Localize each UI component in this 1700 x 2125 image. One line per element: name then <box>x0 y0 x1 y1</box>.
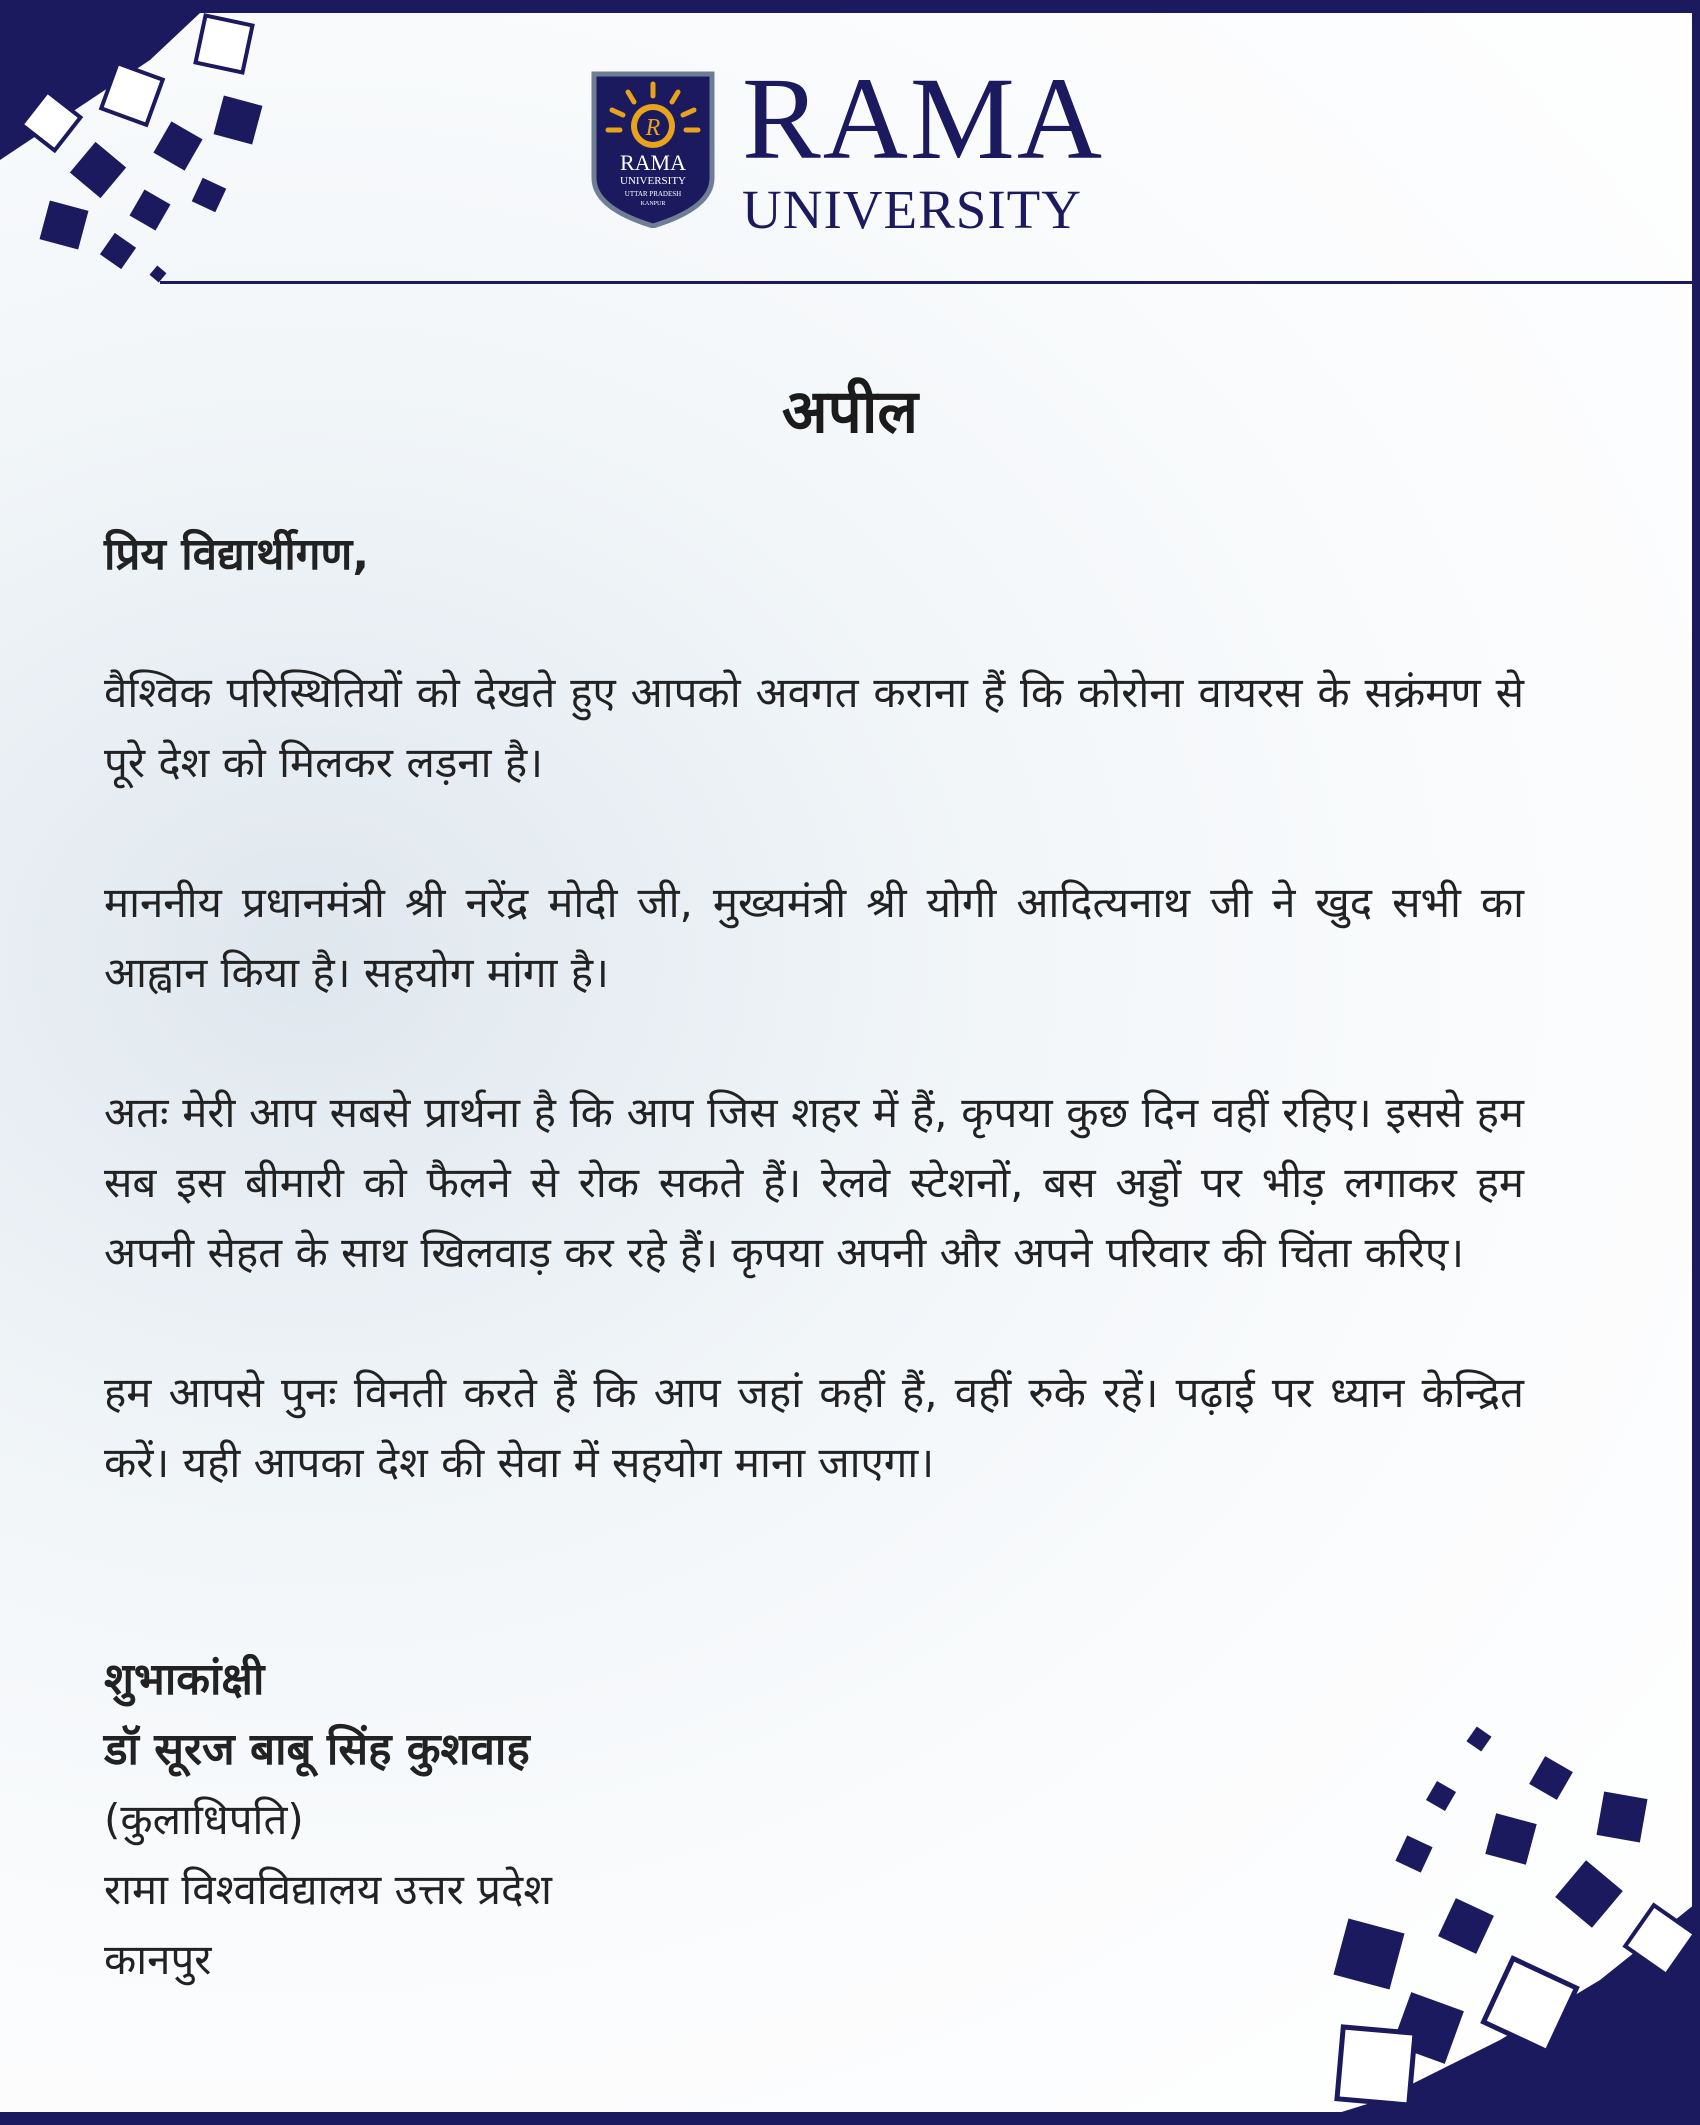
brand-name: RAMA <box>742 53 1105 184</box>
paragraph-2: माननीय प्रधानमंत्री श्री नरेंद्र मोदी जी, मुख्यमंत्री श्री योगी आदित्यनाथ जी ने खुद सभी का आह्वान किया है। सहयोग मांगा है। <box>104 878 1524 997</box>
logo-text-main: RAMA <box>619 150 687 175</box>
bottom-border <box>0 2112 1700 2125</box>
logo-monogram: R <box>645 115 661 141</box>
logo-text-state: UTTAR PRADESH <box>624 190 682 198</box>
corner-decoration-bottom-right <box>1300 1700 1700 2125</box>
letter-body <box>104 520 1524 1568</box>
header-divider <box>160 281 1700 284</box>
brand-wordmark <box>742 53 1105 240</box>
signatory-name: डॉ सूरज बाबू सिंह कुशवाह <box>104 1724 530 1775</box>
top-border <box>0 0 1700 13</box>
paragraph-1: वैश्विक परिस्थितियों को देखते हुए आपको अवगत कराना हैं कि कोरोना वायरस के सक्रंमण से पूरे देश को मिलकर लड़ना है। <box>104 668 1524 787</box>
logo-text-sub: UNIVERSITY <box>620 175 686 187</box>
signatory-designation: (कुलाधिपति) <box>104 1795 304 1844</box>
right-border <box>1692 0 1700 2125</box>
signatory-institution: रामा विश्वविद्यालय उत्तर प्रदेश <box>104 1865 552 1914</box>
paragraph-3: अतः मेरी आप सबसे प्रार्थना है कि आप जिस शहर में हैं, कृपया कुछ दिन वहीं रहिए। इससे हम सब इस बीमारी को फैलने से रोक सकते हैं। रेलवे स्टेशनों, बस अड्डों पर भीड़ लगाकर हम अपनी सेहत के साथ खिलवाड़ कर रहे हैं। कृपया अपनी और अपने परिवार की चिंता करिए। <box>104 1088 1524 1277</box>
document-title: अपील <box>781 377 919 447</box>
paragraph-4: हम आपसे पुनः विनती करते हैं कि आप जहां कहीं हैं, वहीं रुके रहें। पढ़ाई पर ध्यान केन्द्रित करें। यही आपका देश की सेवा में सहयोग माना जाएगा। <box>104 1368 1524 1487</box>
signature-block <box>104 1645 552 1995</box>
salutation: प्रिय विद्यार्थीगण, <box>104 529 370 580</box>
corner-decoration-top-left <box>0 0 300 300</box>
closing: शुभाकांक्षी <box>104 1654 265 1705</box>
signatory-city: कानपुर <box>104 1935 212 1984</box>
brand-subtitle: UNIVERSITY <box>742 179 1082 240</box>
university-logo <box>590 70 716 228</box>
logo-text-city: KANPUR <box>640 201 666 207</box>
